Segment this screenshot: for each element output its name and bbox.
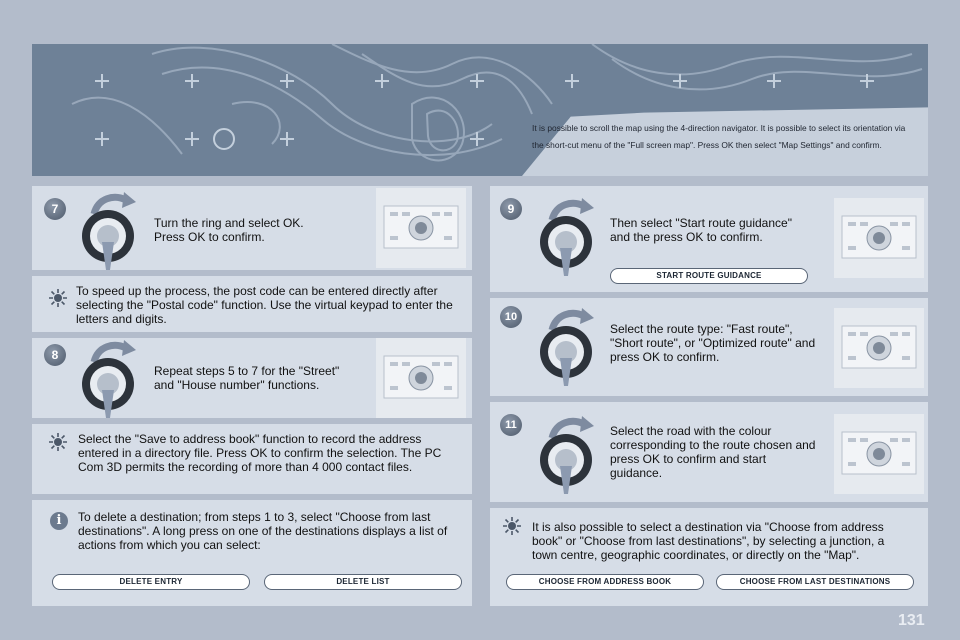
- page-number: 131: [898, 612, 925, 629]
- sun-tip-icon: [48, 288, 68, 308]
- postcode-tip-panel: [32, 276, 472, 332]
- rotary-knob-icon: [532, 306, 612, 386]
- step-number: 11: [500, 414, 522, 436]
- address-book-tip-panel: [32, 424, 472, 494]
- radio-unit-icon: [376, 188, 466, 268]
- step-10-panel: [490, 298, 928, 396]
- rotary-knob-icon: [532, 196, 612, 276]
- delete-tip-text: To delete a destination; from steps 1 to 3, select "Choose from last destinations". A long press on one of the destinations displays a list of actions from which you can select:: [78, 510, 448, 552]
- choose-from-last-destinations-button[interactable]: CHOOSE FROM LAST DESTINATIONS: [716, 574, 914, 590]
- step-8-line1: Repeat steps 5 to 7 for the "Street": [154, 364, 340, 378]
- step-11-text: Select the road with the colour corresponding to the route chosen and press OK to confirm and start guidance.: [610, 424, 816, 480]
- also-tip-text: It is also possible to select a destination via "Choose from address book" or "Choose from last destinations", by selecting a junction, a town centre, geographic coordinates, or directly on the "Map".: [532, 520, 885, 562]
- step-7-line2: Press OK to confirm.: [154, 230, 265, 244]
- step-7-panel: [32, 186, 472, 270]
- also-tip-panel: [490, 508, 928, 606]
- sun-tip-icon: [502, 516, 522, 536]
- step-8-line2: and "House number" functions.: [154, 378, 320, 392]
- step-number: 7: [44, 198, 66, 220]
- radio-unit-icon: [834, 308, 924, 388]
- sun-tip-icon: [48, 432, 68, 452]
- delete-entry-button[interactable]: DELETE ENTRY: [52, 574, 250, 590]
- radio-unit-icon: [834, 198, 924, 278]
- step-9-line1: Then select "Start route guidance": [610, 216, 792, 230]
- step-7-line1: Turn the ring and select OK.: [154, 216, 304, 230]
- radio-unit-icon: [376, 338, 466, 418]
- info-icon: i: [50, 512, 68, 530]
- choose-from-address-book-button[interactable]: CHOOSE FROM ADDRESS BOOK: [506, 574, 704, 590]
- rotary-knob-icon: [532, 414, 612, 494]
- rotary-knob-icon: [74, 190, 154, 270]
- step-number: 8: [44, 344, 66, 366]
- radio-unit-icon: [834, 414, 924, 494]
- step-10-text: Select the route type: "Fast route", "Short route", or "Optimized route" and press OK to confirm.: [610, 322, 816, 364]
- step-9-panel: [490, 186, 928, 292]
- step-8-panel: [32, 338, 472, 418]
- start-route-guidance-button[interactable]: START ROUTE GUIDANCE: [610, 268, 808, 284]
- map-banner: [32, 44, 928, 176]
- address-book-tip-text: Select the "Save to address book" function to record the address entered in a directory file. Press OK to confirm the selection. The PC Com 3D permits the recording of more than 4 000 contact files.: [78, 432, 442, 474]
- banner-text: It is possible to scroll the map using the 4-direction navigator. It is possible to select its orientation via the short-cut menu of the "Full screen map". Press OK then select "Map Settings" and confirm.: [532, 123, 906, 150]
- postcode-tip-text: To speed up the process, the post code can be entered directly after selecting the "Postal code" function. Use the virtual keypad to enter the letters and digits.: [76, 284, 453, 326]
- step-9-line2: and the press OK to confirm.: [610, 230, 763, 244]
- delete-tip-panel: [32, 500, 472, 606]
- step-11-panel: [490, 402, 928, 502]
- step-number: 10: [500, 306, 522, 328]
- delete-list-button[interactable]: DELETE LIST: [264, 574, 462, 590]
- rotary-knob-icon: [74, 338, 154, 418]
- step-number: 9: [500, 198, 522, 220]
